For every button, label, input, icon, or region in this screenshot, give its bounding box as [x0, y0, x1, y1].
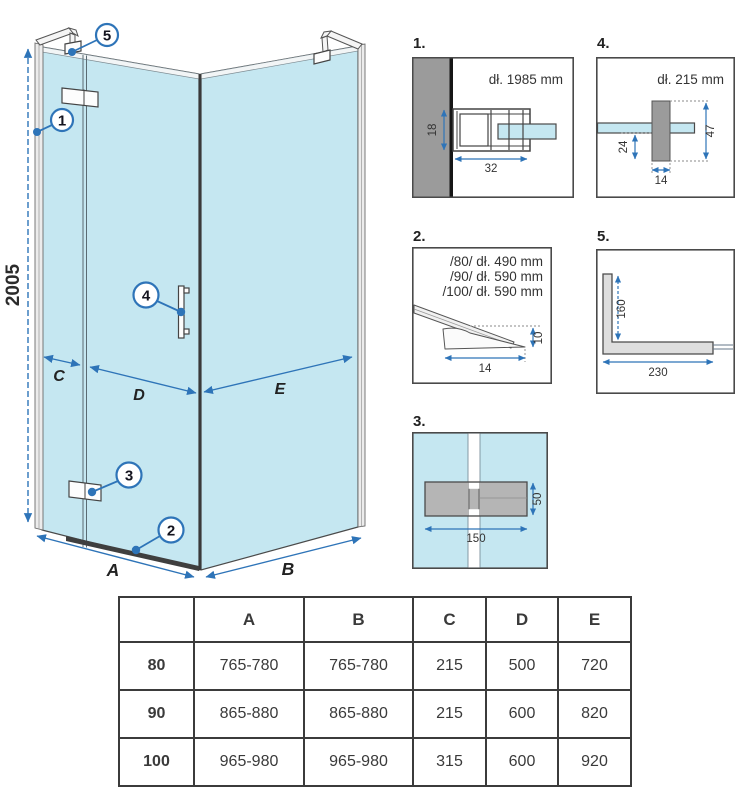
- cell: 215: [413, 690, 486, 738]
- table-header-B: B: [304, 597, 413, 642]
- detail-1-dim-width: 32: [484, 163, 498, 175]
- detail-1-length-label: dł. 1985 mm: [488, 72, 563, 87]
- row-label: 80: [119, 642, 194, 690]
- detail-2-dim-height: 10: [533, 331, 545, 345]
- cell: 600: [486, 738, 558, 786]
- table-row: [119, 738, 631, 786]
- table-header-D: D: [486, 597, 558, 642]
- upper-hinge: [62, 88, 98, 107]
- table-header-E: E: [558, 597, 631, 642]
- dim-label-B: B: [281, 559, 295, 579]
- detail-3-number: 3.: [413, 413, 426, 430]
- cell: 965-980: [194, 738, 304, 786]
- detail-5-dim-height: 160: [616, 299, 628, 319]
- detail-5-dim-width: 230: [648, 367, 668, 379]
- detail-4-dim-bottom: 14: [654, 175, 668, 187]
- dim-label-E: E: [274, 381, 286, 398]
- detail-3-dim-height: 50: [532, 492, 544, 506]
- detail-2-bottom-seal: [412, 247, 552, 384]
- cell: 865-880: [304, 690, 413, 738]
- detail-2-length-80: /80/ dł. 490 mm: [449, 254, 543, 269]
- detail-1-wall-profile: [412, 57, 574, 198]
- svg-text:1: 1: [57, 112, 67, 130]
- right-glass-panel: [201, 44, 365, 570]
- cell: 765-780: [194, 642, 304, 690]
- detail-2-length-100: /100/ dł. 590 mm: [442, 284, 543, 299]
- detail-3-dim-width: 150: [466, 533, 486, 545]
- cell: 765-780: [304, 642, 413, 690]
- cell: 720: [558, 642, 631, 690]
- row-label: 100: [119, 738, 194, 786]
- svg-text:4: 4: [141, 287, 151, 305]
- hinge-plate: [425, 482, 527, 516]
- cell: 600: [486, 690, 558, 738]
- svg-text:5: 5: [102, 27, 112, 45]
- dim-label-D: D: [133, 387, 145, 404]
- table-header-A: A: [194, 597, 304, 642]
- cell: 965-980: [304, 738, 413, 786]
- cell: 820: [558, 690, 631, 738]
- cell: 500: [486, 642, 558, 690]
- svg-text:3: 3: [124, 467, 134, 485]
- detail-2-number: 2.: [413, 228, 426, 245]
- table-header-empty: [119, 597, 194, 642]
- cell: 920: [558, 738, 631, 786]
- detail-2-dim-width: 14: [478, 363, 492, 375]
- detail-4-support-clamp: [596, 57, 735, 198]
- dim-label-C: C: [53, 368, 65, 385]
- detail-3-hinge: [412, 432, 548, 569]
- detail-4-number: 4.: [597, 35, 610, 52]
- table-header-row: [119, 597, 631, 642]
- svg-text:2: 2: [166, 522, 176, 540]
- detail-1-dim-height: 18: [427, 123, 439, 137]
- cell: 215: [413, 642, 486, 690]
- height-dimension-label: 2005: [3, 263, 24, 307]
- row-label: 90: [119, 690, 194, 738]
- detail-2-length-90: /90/ dł. 590 mm: [449, 269, 543, 284]
- detail-4-length-label: dł. 215 mm: [657, 72, 724, 87]
- glass-edge: [498, 124, 556, 139]
- table-header-C: C: [413, 597, 486, 642]
- detail-5-support-bar: [596, 249, 735, 394]
- shower-enclosure-isometric-drawing: [0, 0, 400, 600]
- glass-edge: [598, 123, 695, 133]
- cell: 315: [413, 738, 486, 786]
- detail-4-dim-left: 24: [618, 140, 630, 154]
- dim-label-A: A: [106, 560, 120, 580]
- size-table: [118, 596, 632, 787]
- table-row: [119, 642, 631, 690]
- cell: 865-880: [194, 690, 304, 738]
- detail-5-number: 5.: [597, 228, 610, 245]
- table-row: [119, 690, 631, 738]
- detail-4-dim-right: 47: [705, 124, 717, 138]
- detail-1-number: 1.: [413, 35, 426, 52]
- clamp-block: [652, 101, 670, 161]
